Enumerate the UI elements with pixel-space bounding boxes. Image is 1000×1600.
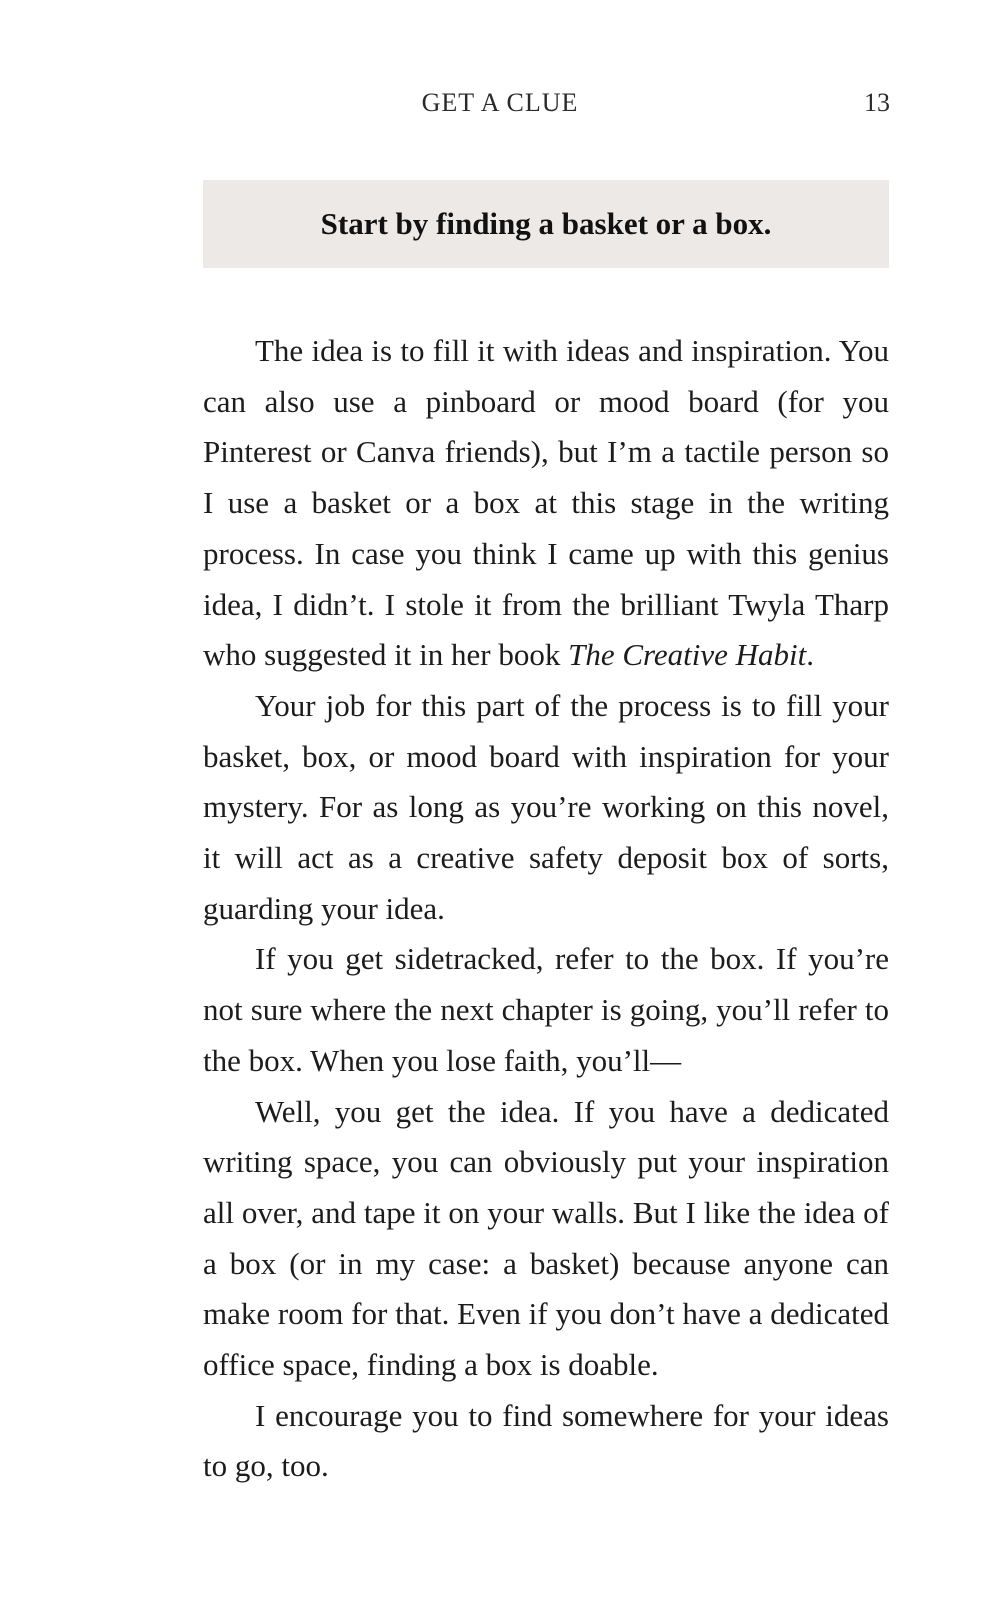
paragraph-3: If you get sidetracked, refer to the box. If you’re not sure where the next chapter is going, you’ll refer to the box. When you lose faith, you’ll— — [203, 941, 889, 1078]
running-head — [0, 88, 1000, 128]
paragraph-1-text: The idea is to fill it with ideas and inspiration. You can also use a pinboard or mood board (for you Pinterest or Canva friends), but I’m a tactile person so I use a basket or a box at this stage in the writing process. In case you think I came up with this genius idea, I didn’t. I stole it from the brilliant Twyla Tharp who suggested it in her book — [203, 333, 889, 673]
paragraph-4: Well, you get the idea. If you have a dedicated writing space, you can obviously put your inspiration all over, and tape it on your walls. But I like the idea of a box (or in my case: a basket) because anyone can make room for that. Even if you don’t have a dedicated office space, finding a box is doable. — [203, 1093, 889, 1383]
book-title: The Creative Habit — [568, 637, 807, 673]
paragraph-1-end: . — [806, 637, 815, 673]
callout-text: Start by finding a basket or a box. — [320, 206, 772, 241]
paragraph-1 — [203, 326, 889, 681]
paragraph-2: Your job for this part of the process is to fill your basket, box, or mood board with inspiration for your mystery. For as long as you’re working on this novel, it will act as a creative safety deposit box of sorts, guarding your idea. — [203, 687, 889, 926]
body-text — [203, 326, 889, 1492]
page-number: 13 — [864, 88, 890, 117]
running-title: GET A CLUE — [421, 88, 579, 117]
paragraph-5: I encourage you to find somewhere for your ideas to go, too. — [203, 1397, 889, 1484]
callout-box — [203, 180, 889, 268]
